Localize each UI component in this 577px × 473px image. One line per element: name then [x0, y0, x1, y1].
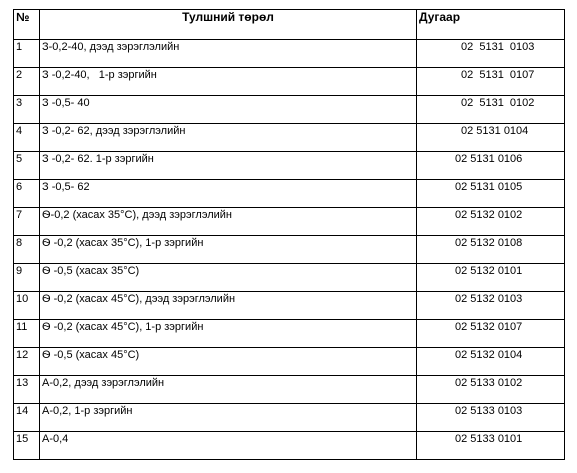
table-row — [14, 348, 565, 376]
row-number: 10 — [14, 292, 40, 320]
row-code: 02 5133 0101 — [417, 432, 565, 460]
row-fuel-type: Ѳ -0,2 (хасах 45°С), дээд зэрэглэлийн — [40, 292, 417, 320]
table-row — [14, 264, 565, 292]
table-row — [14, 236, 565, 264]
row-fuel-type: А-0,2, дээд зэрэглэлийн — [40, 376, 417, 404]
row-fuel-type: Ѳ -0,5 (хасах 35°С) — [40, 264, 417, 292]
row-fuel-type: А-0,4 — [40, 432, 417, 460]
row-number: 8 — [14, 236, 40, 264]
table-row — [14, 432, 565, 460]
row-fuel-type: Ѳ-0,2 (хасах 35°С), дээд зэрэглэлийн — [40, 208, 417, 236]
row-number: 3 — [14, 96, 40, 124]
table-row — [14, 40, 565, 68]
row-number: 12 — [14, 348, 40, 376]
table-row — [14, 404, 565, 432]
row-code: 02 5131 0104 — [417, 124, 565, 152]
row-code: 02 5132 0108 — [417, 236, 565, 264]
row-fuel-type: З -0,2- 62, дээд зэрэглэлийн — [40, 124, 417, 152]
row-number: 6 — [14, 180, 40, 208]
row-fuel-type: З -0,5- 40 — [40, 96, 417, 124]
row-number: 11 — [14, 320, 40, 348]
row-code: 02 5132 0102 — [417, 208, 565, 236]
row-number: 14 — [14, 404, 40, 432]
row-fuel-type: З -0,2- 62. 1-р зэргийн — [40, 152, 417, 180]
header-fuel-type: Тулшний төрөл — [40, 10, 417, 40]
table-row — [14, 376, 565, 404]
row-code: 02 5131 0107 — [417, 68, 565, 96]
row-number: 9 — [14, 264, 40, 292]
header-code: Дугаар — [417, 10, 565, 40]
row-code: 02 5131 0102 — [417, 96, 565, 124]
table-row — [14, 96, 565, 124]
row-code: 02 5133 0102 — [417, 376, 565, 404]
row-number: 5 — [14, 152, 40, 180]
row-fuel-type: Ѳ -0,2 (хасах 35°С), 1-р зэргийн — [40, 236, 417, 264]
row-code: 02 5133 0103 — [417, 404, 565, 432]
table-row — [14, 180, 565, 208]
row-fuel-type: Ѳ -0,2 (хасах 45°С), 1-р зэргийн — [40, 320, 417, 348]
table-header-row — [14, 10, 565, 40]
header-number: № — [14, 10, 40, 40]
row-code: 02 5132 0104 — [417, 348, 565, 376]
row-number: 4 — [14, 124, 40, 152]
row-code: 02 5132 0101 — [417, 264, 565, 292]
row-number: 2 — [14, 68, 40, 96]
table-row — [14, 208, 565, 236]
row-fuel-type: З -0,5- 62 — [40, 180, 417, 208]
row-number: 13 — [14, 376, 40, 404]
row-code: 02 5131 0103 — [417, 40, 565, 68]
table-row — [14, 68, 565, 96]
row-number: 15 — [14, 432, 40, 460]
table-row — [14, 320, 565, 348]
row-code: 02 5132 0107 — [417, 320, 565, 348]
row-number: 1 — [14, 40, 40, 68]
fuel-code-table — [13, 9, 565, 460]
row-code: 02 5132 0103 — [417, 292, 565, 320]
row-fuel-type: А-0,2, 1-р зэргийн — [40, 404, 417, 432]
table-row — [14, 152, 565, 180]
row-code: 02 5131 0105 — [417, 180, 565, 208]
row-number: 7 — [14, 208, 40, 236]
table-row — [14, 124, 565, 152]
row-fuel-type: З -0,2-40, 1-р зэргийн — [40, 68, 417, 96]
row-fuel-type: Ѳ -0,5 (хасах 45°С) — [40, 348, 417, 376]
row-fuel-type: З-0,2-40, дээд зэрэглэлийн — [40, 40, 417, 68]
table-row — [14, 292, 565, 320]
row-code: 02 5131 0106 — [417, 152, 565, 180]
